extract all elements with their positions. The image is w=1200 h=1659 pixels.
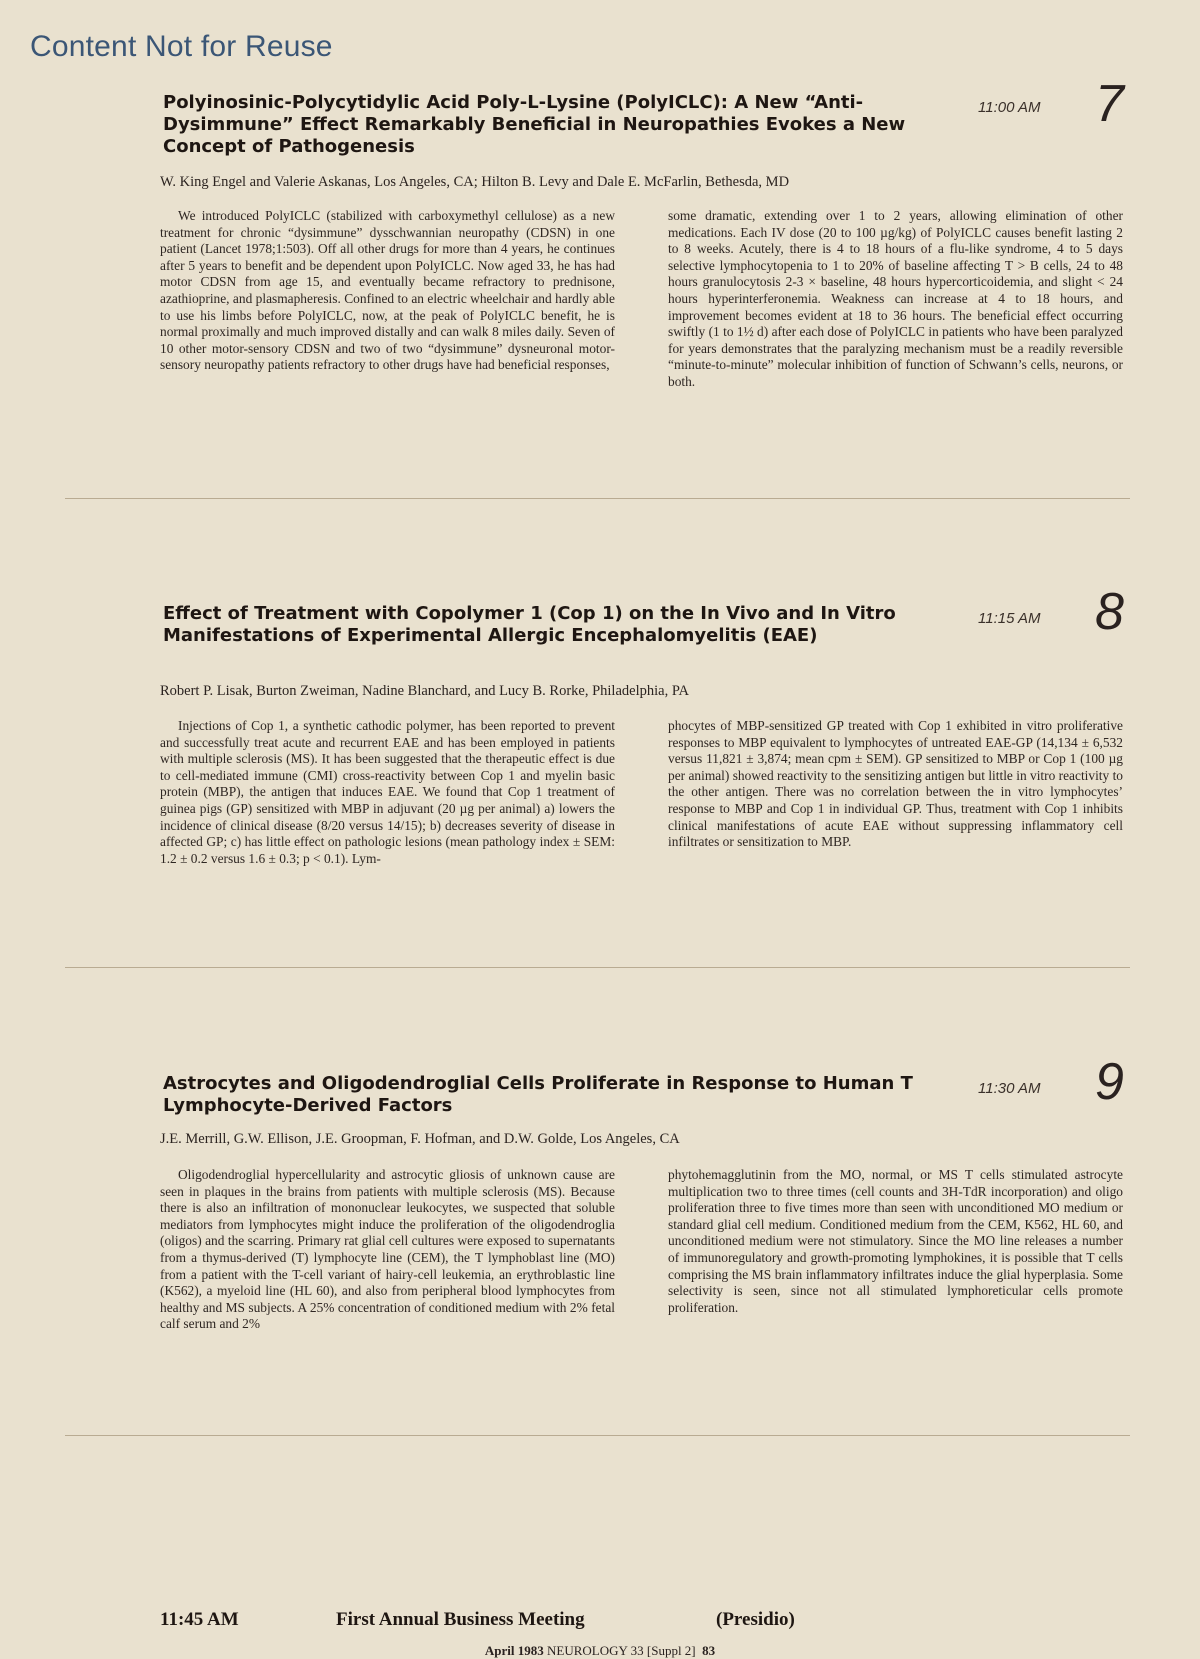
page-number: 83 [702, 1643, 716, 1658]
abstract-authors: J.E. Merrill, G.W. Ellison, J.E. Groopman, F. Hofman, and D.W. Golde, Los Angeles, CA [160, 1131, 680, 1147]
abstract-time: 11:30 AM [978, 1080, 1041, 1097]
abstract-authors: Robert P. Lisak, Burton Zweiman, Nadine Blanchard, and Lucy B. Rorke, Philadelphia, PA [160, 683, 690, 699]
abstract-title: Polyinosinic-Polycytidylic Acid Poly-L-Lysine (PolyICLC): A New “Anti-Dysimmune” Effect Remarkably Beneficial in Neuropathies Evokes a New Concept of Pathogenesis [163, 92, 906, 157]
abstract-authors: W. King Engel and Valerie Askanas, Los Angeles, CA; Hilton B. Levy and Dale E. McFarlin, Bethesda, MD [160, 174, 790, 190]
abstract-time: 11:00 AM [978, 99, 1041, 116]
abstract-body-right: phytohemagglutinin from the MO, normal, or MS T cells stimulated astrocyte multiplication two to three times (cell counts and 3H-TdR incorporation) and oligo proliferation three to five times more than seen with unconditioned MO medium or standard glial cell medium. Conditioned medium from the CEM, K562, HL 60, and unconditioned medium were not stimulatory. Since the MO line releases a number of immunoregulatory and growth-promoting lymphokines, it is possible that T cells comprising the MS brain inflammatory infiltrates induce the glial hyperplasia. Some selectivity is seen, since not all stimulated lymphoreticular cells promote proliferation. [668, 1167, 1123, 1315]
abstract-body-right: some dramatic, extending over 1 to 2 years, allowing elimination of other medications. Each IV dose (20 to 100 µg/kg) of PolyICLC causes benefit lasting 2 to 8 weeks. Acutely, there is 4 to 18 hours of a flu-like syndrome, 4 to 5 days selective lymphocytopenia to 1 to 20% of baseline affecting T > B cells, 24 to 48 hours granulocytosis 2-3 × baseline, 48 hours hypercorticoidemia, and slight < 24 hours hyperinterferonemia. Weakness can increase at 4 to 18 hours, and improvement becomes evident at 18 to 36 hours. The beneficial effect occurring swiftly (1 to 1½ d) after each dose of PolyICLC in patients who have been paralyzed for years demonstrates that the paralyzing mechanism must be a readily reversible “minute-to-minute” molecular inhibition of function of Schwann’s cells, neurons, or both. [668, 208, 1123, 389]
abstract-number: 8 [1095, 583, 1124, 641]
abstract-number: 9 [1095, 1053, 1124, 1111]
business-meeting-title: First Annual Business Meeting [336, 1609, 585, 1630]
watermark: Content Not for Reuse [30, 30, 333, 63]
abstract-body-left: Oligodendroglial hypercellularity and astrocytic gliosis of unknown cause are seen in plaques in the brains from patients with multiple sclerosis (MS). Because there is also an infiltration of mononuclear leukocytes, we suspected that soluble mediators from lymphocytes might induce the proliferation of the oligodendroglia (oligos) and the scarring. Primary rat glial cell cultures were exposed to supernatants from a thymus-derived (T) lymphocyte line (CEM), the T lymphoblast line (MO) from a patient with the T-cell variant of hairy-cell leukemia, an erythroblastic line (K562), a myeloid line (HL 60), and also from peripheral blood lymphocytes from healthy and MS subjects. A 25% concentration of conditioned medium with 2% fetal calf serum and 2% [160, 1167, 615, 1332]
footer-date: April 1983 [484, 1643, 544, 1658]
abstract-number: 7 [1095, 75, 1124, 133]
abstract-time: 11:15 AM [978, 610, 1041, 627]
footer-journal: NEUROLOGY 33 [Suppl 2] [546, 1643, 696, 1658]
abstract-title: Astrocytes and Oligodendroglial Cells Proliferate in Response to Human T Lymphocyte-Derived Factors [163, 1073, 913, 1116]
abstract-title: Effect of Treatment with Copolymer 1 (Cop 1) on the In Vivo and In Vitro Manifestations of Experimental Allergic Encephalomyelitis (EAE) [163, 603, 896, 646]
section-divider [65, 967, 1130, 968]
section-divider [65, 1435, 1130, 1436]
business-meeting-location: (Presidio) [716, 1609, 795, 1630]
abstract-body-left: Injections of Cop 1, a synthetic cathodic polymer, has been reported to prevent and successfully treat acute and recurrent EAE and has been employed in patients with multiple sclerosis (MS). It has been suggested that the therapeutic effect is due to cell-mediated immune (CMI) cross-reactivity between Cop 1 and myelin basic protein (MBP), the antigen that induces EAE. We found that Cop 1 treatment of guinea pigs (GP) sensitized with MBP in adjuvant (20 µg per animal) a) lowers the incidence of clinical disease (8/20 versus 14/15); b) decreases severity of disease in affected GP; c) has little effect on pathologic lesions (mean pathology index ± SEM: 1.2 ± 0.2 versus 1.6 ± 0.3; p < 0.1). Lym- [160, 718, 615, 866]
section-divider [65, 498, 1130, 499]
abstract-body-left: We introduced PolyICLC (stabilized with carboxymethyl cellulose) as a new treatment for chronic “dysimmune” dysschwannian neuropathy (CDSN) in one patient (Lancet 1978;1:503). Off all other drugs for more than 4 years, he continues after 5 years to benefit and be dependent upon PolyICLC. Now aged 33, he has had motor CDSN from age 15, and eventually became refractory to prednisone, azathioprine, and plasmapheresis. Confined to an electric wheelchair and hardly able to use his limbs before PolyICLC, now, at the peak of PolyICLC benefit, he is normal proximally and much improved distally and can walk 8 miles daily. Seven of 10 other motor-sensory CDSN and two of two “dysimmune” dysneuronal motor-sensory neuropathy patients refractory to other drugs have had beneficial responses, [160, 208, 615, 373]
page-footer [0, 1643, 1200, 1659]
abstract-body-right: phocytes of MBP-sensitized GP treated with Cop 1 exhibited in vitro proliferative responses to MBP equivalent to lymphocytes of untreated EAE-GP (14,134 ± 6,532 versus 11,821 ± 3,874; mean cpm ± SEM). GP sensitized to MBP or Cop 1 (100 µg per animal) showed reactivity to the sensitizing antigen but little in vitro reactivity to the other antigen. There was no correlation between the in vitro lymphocytes’ response to MBP and Cop 1 in individual GP. Thus, treatment with Cop 1 inhibits clinical manifestations of acute EAE without suppressing inflammatory cell infiltrates or sensitization to MBP. [668, 718, 1123, 850]
business-meeting [160, 1609, 1060, 1635]
business-meeting-time: 11:45 AM [160, 1609, 239, 1630]
